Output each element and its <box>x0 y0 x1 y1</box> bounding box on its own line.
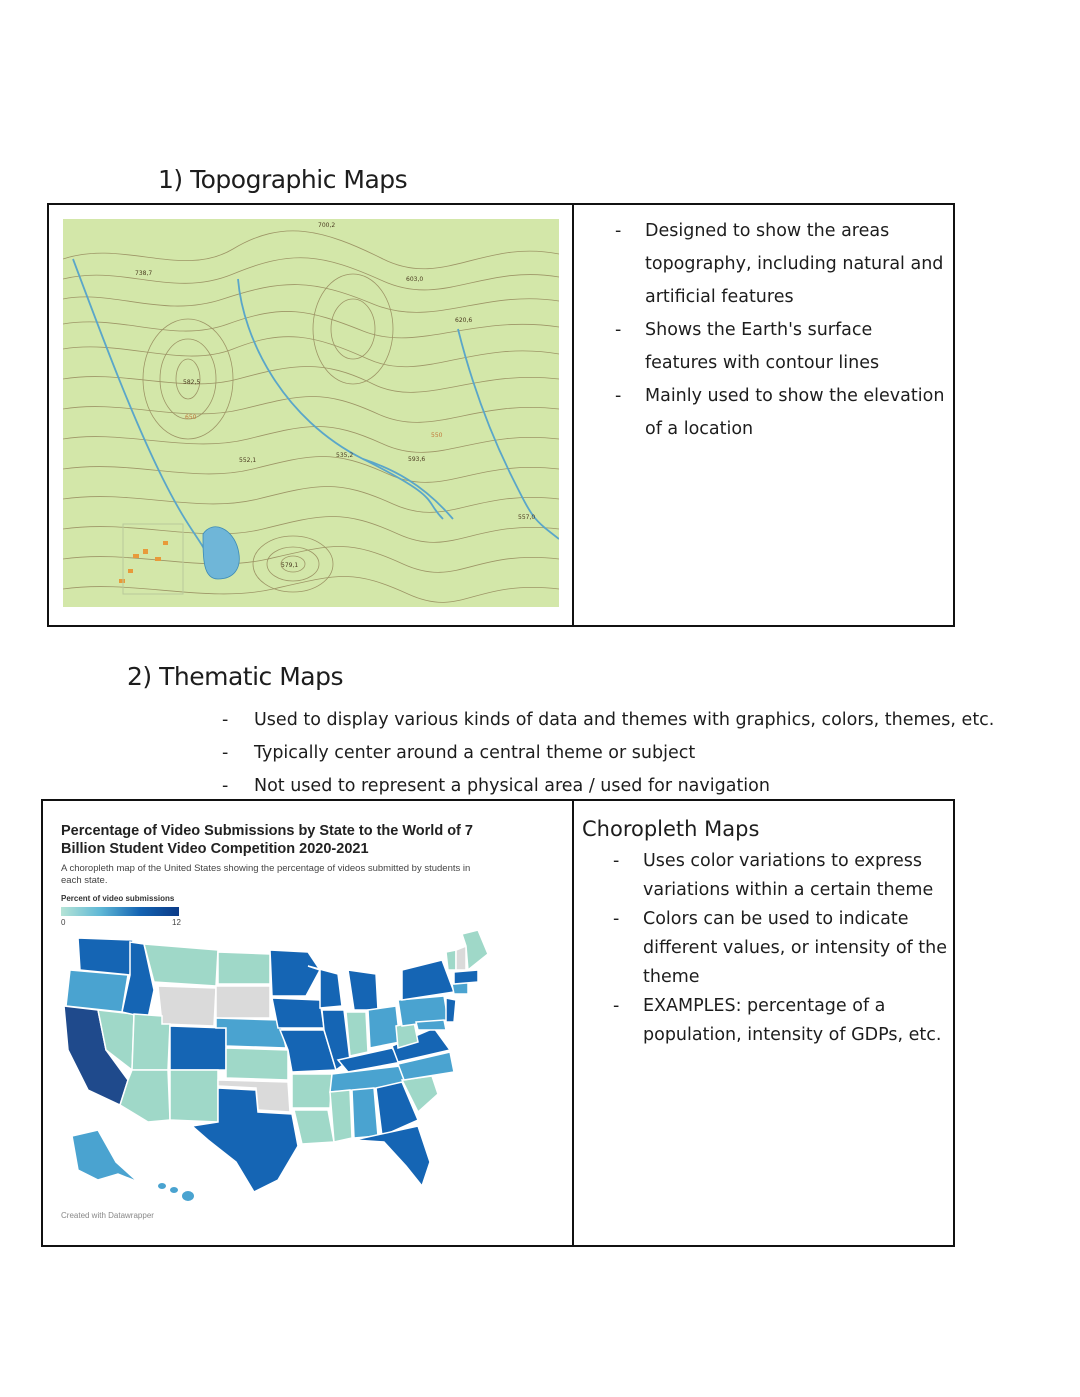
legend-gradient <box>61 907 179 916</box>
state-hi <box>158 1183 194 1201</box>
choropleth-note: - EXAMPLES: percentage of a population, intensity of GDPs, etc. <box>613 992 948 1050</box>
state-or <box>66 970 128 1012</box>
thematic-note: - Not used to represent a physical area / used for navigation <box>222 770 994 803</box>
state-md <box>416 1020 446 1030</box>
datawrapper-credit: Created with Datawrapper <box>61 1211 154 1220</box>
map-elev-label: 582,5 <box>183 379 201 386</box>
map-elev-label: 579,1 <box>281 562 299 569</box>
map-elev-label: 593,6 <box>408 456 426 463</box>
state-ms <box>330 1090 352 1142</box>
state-co <box>170 1026 226 1070</box>
map-elev-label: 738,7 <box>135 270 153 277</box>
state-wy <box>158 986 216 1026</box>
state-la <box>294 1110 334 1144</box>
choropleth-description: A choropleth map of the United States showing the percentage of videos submitted by students in each state. <box>61 863 471 886</box>
us-choropleth-map <box>58 930 488 1205</box>
state-ia <box>272 998 324 1028</box>
state-ks <box>226 1048 288 1080</box>
choropleth-notes <box>613 847 948 1050</box>
map-elev-label: 700,2 <box>318 222 336 229</box>
state-ny <box>402 960 454 1000</box>
legend-max: 12 <box>172 918 181 927</box>
topographic-map-image <box>63 219 559 607</box>
topographic-note: - Shows the Earth's surface features with contour lines <box>615 314 945 380</box>
state-ne <box>216 1018 286 1048</box>
state-ar <box>292 1074 332 1108</box>
topographic-notes <box>615 215 945 446</box>
map-elev-label: 603,0 <box>406 276 424 283</box>
state-az <box>120 1070 170 1122</box>
topographic-divider <box>572 205 574 625</box>
legend-label: Percent of video submissions <box>61 894 175 903</box>
state-mn <box>270 950 320 996</box>
state-oh <box>368 1006 400 1048</box>
choropleth-note: - Colors can be used to indicate different values, or intensity of the theme <box>613 905 948 992</box>
map-elev-label: 620,6 <box>455 317 473 324</box>
thematic-divider <box>572 801 574 1245</box>
state-wa <box>78 938 133 975</box>
state-nj <box>446 998 456 1022</box>
state-nd <box>218 952 270 984</box>
choropleth-note: - Uses color variations to express variations within a certain theme <box>613 847 948 905</box>
map-elev-label: 557,0 <box>518 514 536 521</box>
state-in <box>346 1012 368 1056</box>
state-al <box>352 1088 378 1138</box>
state-sd <box>216 986 270 1018</box>
thematic-note: - Used to display various kinds of data and themes with graphics, colors, themes, etc. <box>222 704 994 737</box>
choropleth-heading: Choropleth Maps <box>582 817 760 841</box>
state-mt <box>144 944 218 986</box>
state-ma <box>454 970 478 984</box>
map-elev-label: 552,1 <box>239 457 257 464</box>
map-contour-label: 650 <box>185 414 197 421</box>
topographic-note: - Mainly used to show the elevation of a location <box>615 380 945 446</box>
topographic-heading: 1) Topographic Maps <box>158 165 408 194</box>
thematic-note: - Typically center around a central theme or subject <box>222 737 994 770</box>
state-nh <box>456 946 466 970</box>
legend-min: 0 <box>61 918 66 927</box>
state-vt <box>446 950 456 970</box>
state-nm <box>170 1070 218 1122</box>
topographic-note: - Designed to show the areas topography, including natural and artificial features <box>615 215 945 314</box>
thematic-notes <box>222 704 994 803</box>
map-contour-label: 550 <box>431 432 443 439</box>
state-ak <box>72 1130 138 1182</box>
state-mi <box>348 970 378 1010</box>
thematic-heading: 2) Thematic Maps <box>127 662 343 691</box>
choropleth-title: Percentage of Video Submissions by State to the World of 7 Billion Student Video Competition 2020-2021 <box>61 823 473 857</box>
map-elev-label: 535,2 <box>336 452 354 459</box>
topographic-box <box>47 203 955 627</box>
